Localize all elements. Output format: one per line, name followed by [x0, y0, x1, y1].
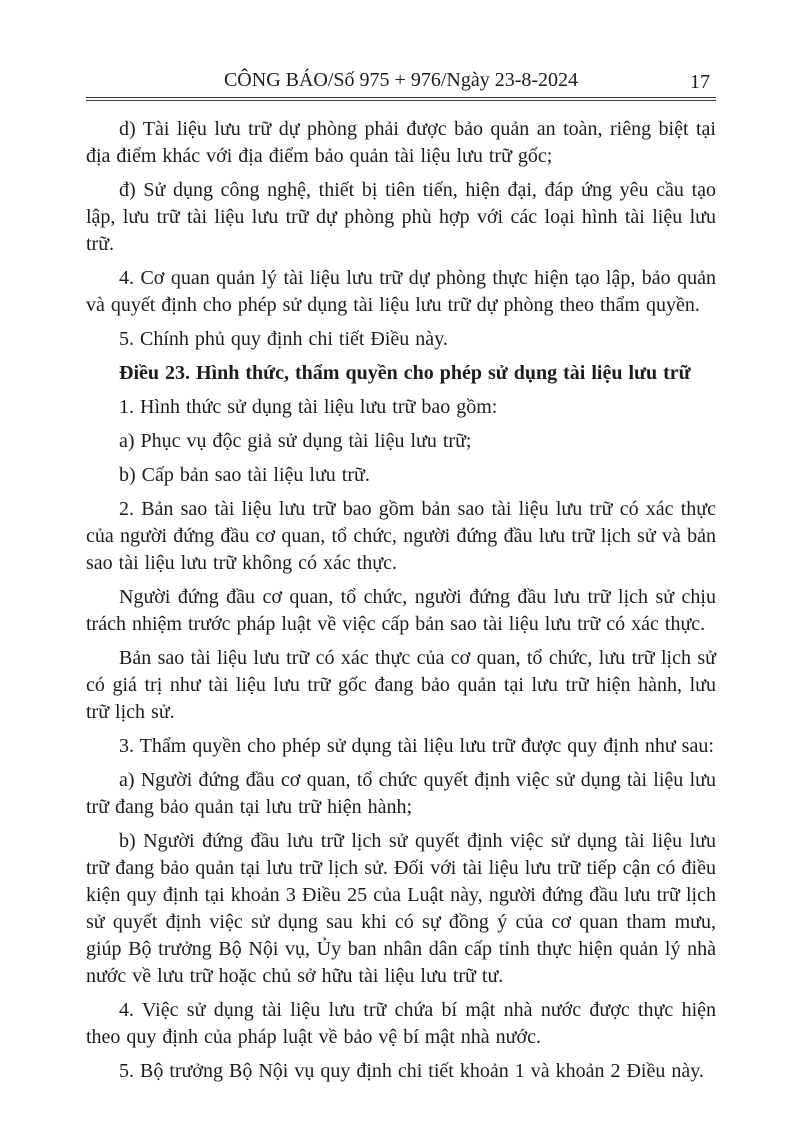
- paragraph: Bản sao tài liệu lưu trữ có xác thực của cơ quan, tổ chức, lưu trữ lịch sử có giá trị như tài liệu lưu trữ gốc đang bảo quản tại lưu trữ hiện hành, lưu trữ lịch sử.: [86, 647, 716, 723]
- paragraph: a) Người đứng đầu cơ quan, tổ chức quyết định việc sử dụng tài liệu lưu trữ đang bảo quản tại lưu trữ hiện hành;: [86, 769, 716, 818]
- paragraph: 1. Hình thức sử dụng tài liệu lưu trữ bao gồm:: [119, 396, 498, 418]
- content-column: [86, 0, 716, 1085]
- paragraph: b) Người đứng đầu lưu trữ lịch sử quyết định việc sử dụng tài liệu lưu trữ đang bảo quản tại lưu trữ lịch sử. Đối với tài liệu lưu trữ tiếp cận có điều kiện quy định tại khoản 3 Điều 25 của Luật này, người đứng đầu lưu trữ lịch sử quyết định việc sử dụng sau khi có sự đồng ý của cơ quan tham mưu, giúp Bộ trưởng Bộ Nội vụ, Ủy ban nhân dân cấp tỉnh thực hiện quản lý nhà nước về lưu trữ hoặc chủ sở hữu tài liệu lưu trữ tư.: [86, 830, 716, 987]
- paragraph: 2. Bản sao tài liệu lưu trữ bao gồm bản sao tài liệu lưu trữ có xác thực của người đứng đầu cơ quan, tổ chức, người đứng đầu lưu trữ lịch sử và bản sao tài liệu lưu trữ không có xác thực.: [86, 498, 716, 574]
- paragraph: Người đứng đầu cơ quan, tổ chức, người đứng đầu lưu trữ lịch sử chịu trách nhiệm trước pháp luật về việc cấp bản sao tài liệu lưu trữ có xác thực.: [86, 586, 716, 635]
- paragraph: 5. Bộ trưởng Bộ Nội vụ quy định chi tiết khoản 1 và khoản 2 Điều này.: [119, 1060, 704, 1082]
- paragraph: b) Cấp bản sao tài liệu lưu trữ.: [119, 464, 370, 486]
- gazette-header-title: CÔNG BÁO/Số 975 + 976/Ngày 23-8-2024: [223, 69, 579, 91]
- paragraph: 5. Chính phủ quy định chi tiết Điều này.: [119, 328, 448, 350]
- paragraph: 4. Việc sử dụng tài liệu lưu trữ chứa bí mật nhà nước được thực hiện theo quy định của pháp luật về bảo vệ bí mật nhà nước.: [86, 999, 716, 1048]
- article-heading: Điều 23. Hình thức, thẩm quyền cho phép sử dụng tài liệu lưu trữ: [119, 362, 691, 384]
- page-number: 17: [690, 71, 710, 93]
- document-body: [86, 116, 716, 1085]
- paragraph: 3. Thẩm quyền cho phép sử dụng tài liệu lưu trữ được quy định như sau:: [119, 735, 714, 757]
- running-header: [86, 0, 716, 94]
- header-double-rule: [86, 97, 716, 101]
- paragraph: đ) Sử dụng công nghệ, thiết bị tiên tiến, hiện đại, đáp ứng yêu cầu tạo lập, lưu trữ tài liệu lưu trữ dự phòng phù hợp với các loại hình tài liệu lưu trữ.: [86, 179, 716, 255]
- paragraph: d) Tài liệu lưu trữ dự phòng phải được bảo quản an toàn, riêng biệt tại địa điểm khác với địa điểm bảo quản tài liệu lưu trữ gốc;: [86, 118, 716, 167]
- paragraph: a) Phục vụ độc giả sử dụng tài liệu lưu trữ;: [119, 430, 472, 452]
- paragraph: 4. Cơ quan quản lý tài liệu lưu trữ dự phòng thực hiện tạo lập, bảo quản và quyết định cho phép sử dụng tài liệu lưu trữ dự phòng theo thẩm quyền.: [86, 267, 716, 316]
